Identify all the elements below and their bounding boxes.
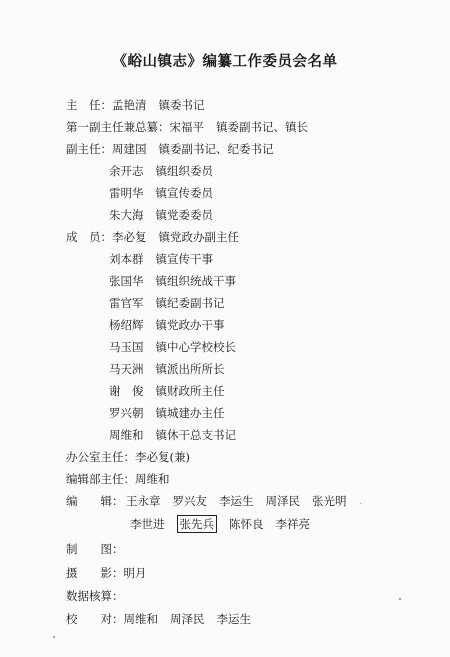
deputy-position: 镇委副书记、纪委书记 xyxy=(158,142,274,156)
first-deputy-position: 镇委副书记、镇长 xyxy=(216,120,308,134)
drawing-label: 制 图： xyxy=(66,542,124,556)
editor-name: 罗兴友 xyxy=(172,494,207,508)
first-deputy-label: 第一副主任兼总纂： xyxy=(66,120,170,134)
member-position: 镇休干总支书记 xyxy=(155,428,236,442)
proofreading-label: 校 对： xyxy=(66,612,124,626)
first-deputy-name: 宋福平 xyxy=(169,120,204,134)
member-position: 镇城建办主任 xyxy=(155,406,225,420)
member-position: 镇组织统战干事 xyxy=(155,274,236,288)
office-director-label: 办公室主任： xyxy=(66,450,135,464)
member-row xyxy=(109,339,236,355)
member-row xyxy=(109,273,236,289)
member-row xyxy=(109,251,213,267)
photography-value: 明月 xyxy=(123,566,147,580)
member-row xyxy=(66,229,239,245)
deputy-row xyxy=(109,163,213,179)
editors-row-2 xyxy=(130,515,310,533)
member-position: 镇财政所主任 xyxy=(155,384,225,398)
members-label: 成 员： xyxy=(66,230,112,244)
member-name: 谢 俊 xyxy=(109,384,144,398)
member-name: 刘本群 xyxy=(109,252,144,266)
editors-row xyxy=(66,493,347,509)
member-name: 马玉国 xyxy=(109,340,144,354)
document-title: 《峪山镇志》编纂工作委员会名单 xyxy=(112,53,338,70)
member-row xyxy=(109,317,225,333)
first-deputy-row xyxy=(66,119,308,135)
editor-name: 周泽民 xyxy=(265,494,300,508)
editor-name: 张光明 xyxy=(312,494,347,508)
office-director-name: 李必复(兼) xyxy=(135,450,190,464)
scan-speck xyxy=(360,503,361,504)
member-position: 镇宣传干事 xyxy=(155,252,213,266)
proofreader-name: 周泽民 xyxy=(170,612,205,626)
member-name: 马天洲 xyxy=(109,362,144,376)
deputy-name: 周建国 xyxy=(112,142,147,156)
deputies-label: 副主任： xyxy=(66,142,112,156)
director-row xyxy=(66,97,205,113)
deputy-row xyxy=(109,185,213,201)
director-label: 主 任： xyxy=(66,98,112,112)
proofreader-name: 周维和 xyxy=(123,612,158,626)
office-director-row xyxy=(66,449,190,465)
member-name: 雷官军 xyxy=(109,296,144,310)
member-row xyxy=(109,405,225,421)
deputy-name: 朱大海 xyxy=(109,208,144,222)
editor-name: 李祥亮 xyxy=(275,517,310,531)
editor-name: 李运生 xyxy=(219,494,254,508)
member-row xyxy=(109,383,225,399)
deputy-position: 镇组织委员 xyxy=(155,164,213,178)
deputy-name: 雷明华 xyxy=(109,186,144,200)
editor-name: 王永章 xyxy=(126,494,161,508)
scan-speck xyxy=(399,598,401,600)
director-name: 孟艳清 xyxy=(112,98,147,112)
drawing-row xyxy=(66,541,124,557)
deputy-row xyxy=(66,141,274,157)
member-row xyxy=(109,361,225,377)
data-check-label: 数据核算： xyxy=(66,589,124,603)
editor-name: 陈怀良 xyxy=(229,517,264,531)
editor-name: 李世进 xyxy=(130,517,165,531)
member-row xyxy=(109,427,236,443)
director-position: 镇委书记 xyxy=(158,98,205,112)
deputy-name: 余开志 xyxy=(109,164,144,178)
photography-row xyxy=(66,565,147,581)
deputy-row xyxy=(109,207,213,223)
proofreader-name: 李运生 xyxy=(216,612,251,626)
member-name: 罗兴朝 xyxy=(109,406,144,420)
member-position: 镇党政办副主任 xyxy=(158,230,239,244)
photography-label: 摄 影： xyxy=(66,566,124,580)
editor-name-boxed: 张先兵 xyxy=(177,515,218,533)
proofreading-row xyxy=(66,611,251,627)
member-name: 张国华 xyxy=(109,274,144,288)
editorial-director-name: 周维和 xyxy=(135,472,170,486)
member-position: 镇中心学校校长 xyxy=(155,340,236,354)
member-name: 李必复 xyxy=(112,230,147,244)
scan-speck xyxy=(53,636,55,638)
member-row xyxy=(109,295,225,311)
member-position: 镇党政办干事 xyxy=(155,318,225,332)
member-position: 镇派出所所长 xyxy=(155,362,225,376)
member-name: 周维和 xyxy=(109,428,144,442)
editors-label: 编 辑： xyxy=(66,494,124,508)
member-name: 杨绍辉 xyxy=(109,318,144,332)
data-check-row xyxy=(66,588,124,604)
editorial-director-label: 编辑部主任： xyxy=(66,472,135,486)
member-position: 镇纪委副书记 xyxy=(155,296,225,310)
editorial-director-row xyxy=(66,471,170,487)
deputy-position: 镇党委委员 xyxy=(155,208,213,222)
deputy-position: 镇宣传委员 xyxy=(155,186,213,200)
